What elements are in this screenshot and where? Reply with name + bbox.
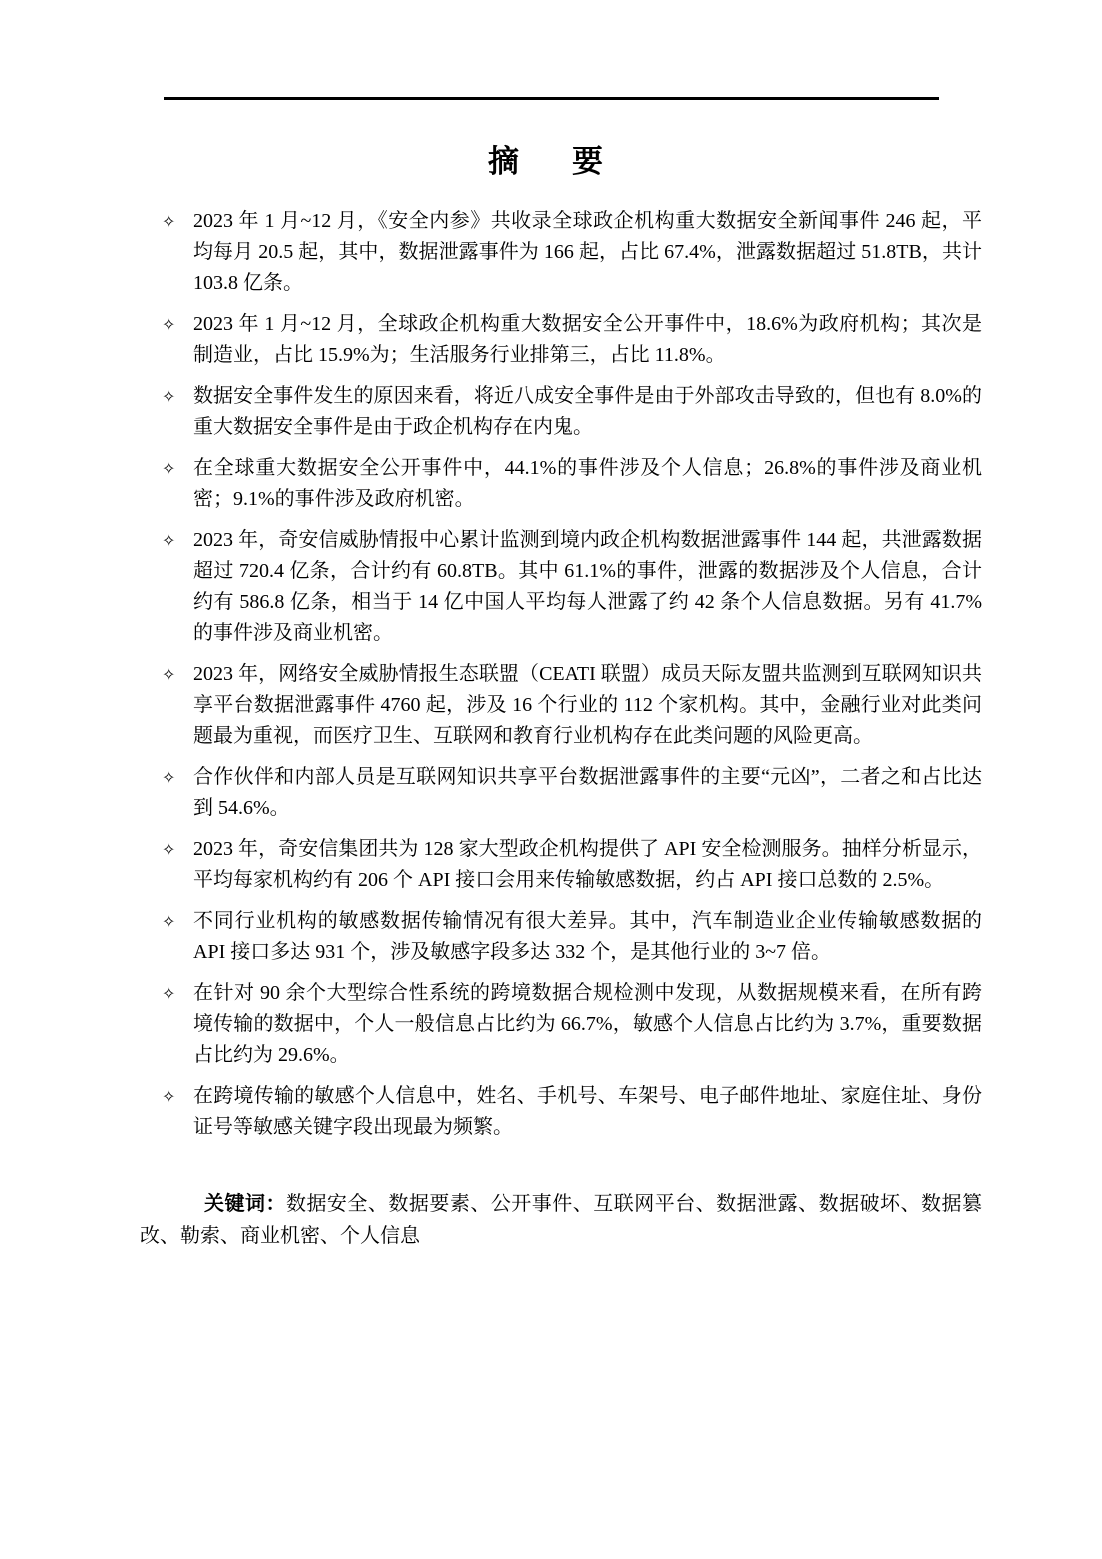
bullet-text: 在全球重大数据安全公开事件中，44.1%的事件涉及个人信息；26.8%的事件涉及商业机密；9.1%的事件涉及政府机密。: [193, 457, 982, 510]
bullet-item: [162, 453, 982, 515]
page-title: 摘 要: [488, 144, 614, 179]
bullet-text: 2023 年，网络安全威胁情报生态联盟（CEATI 联盟）成员天际友盟共监测到互联网知识共享平台数据泄露事件 4760 起，涉及 16 个行业的 112 个家机构。其中，金融行业对此类问题最为重视，而医疗卫生、互联网和教育行业机构存在此类问题的风险更高。: [193, 663, 982, 747]
bullet-text: 2023 年 1 月~12 月，全球政企机构重大数据安全公开事件中，18.6%为政府机构；其次是制造业，占比 15.9%为；生活服务行业排第三，占比 11.8%。: [193, 313, 982, 366]
keywords-paragraph: [140, 1188, 982, 1252]
bullet-list: [162, 206, 982, 1153]
bullet-item: [162, 1081, 982, 1143]
diamond-bullet-icon: ✧: [162, 840, 176, 859]
bullet-text: 合作伙伴和内部人员是互联网知识共享平台数据泄露事件的主要“元凶”，二者之和占比达到 54.6%。: [193, 766, 982, 819]
bullet-text: 在针对 90 余个大型综合性系统的跨境数据合规检测中发现，从数据规模来看，在所有跨境传输的数据中，个人一般信息占比约为 66.7%，敏感个人信息占比约为 3.7%，重要数据占比约为 29.6%。: [193, 982, 982, 1066]
bullet-item: [162, 309, 982, 371]
bullet-item: [162, 206, 982, 299]
bullet-text: 2023 年 1 月~12 月，《安全内参》共收录全球政企机构重大数据安全新闻事件 246 起，平均每月 20.5 起，其中，数据泄露事件为 166 起，占比 67.4%，泄露数据超过 51.8TB，共计 103.8 亿条。: [193, 210, 982, 294]
diamond-bullet-icon: ✧: [162, 459, 176, 478]
bullet-item: [162, 762, 982, 824]
keywords-text: 数据安全、数据要素、公开事件、互联网平台、数据泄露、数据破坏、数据篡改、勒索、商业机密、个人信息: [140, 1193, 983, 1247]
bullet-text: 2023 年，奇安信威胁情报中心累计监测到境内政企机构数据泄露事件 144 起，共泄露数据超过 720.4 亿条，合计约有 60.8TB。其中 61.1%的事件，泄露的数据涉及个人信息，合计约有 586.8 亿条，相当于 14 亿中国人平均每人泄露了约 42 条个人信息数据。另有 41.7%的事件涉及商业机密。: [193, 529, 982, 644]
bullet-item: [162, 978, 982, 1071]
diamond-bullet-icon: ✧: [162, 531, 176, 550]
diamond-bullet-icon: ✧: [162, 768, 176, 787]
bullet-text: 2023 年，奇安信集团共为 128 家大型政企机构提供了 API 安全检测服务。抽样分析显示，平均每家机构约有 206 个 API 接口会用来传输敏感数据，约占 API 接口总数的 2.5%。: [193, 838, 982, 891]
bullet-item: [162, 525, 982, 649]
bullet-text: 数据安全事件发生的原因来看，将近八成安全事件是由于外部攻击导致的，但也有 8.0%的重大数据安全事件是由于政企机构存在内鬼。: [193, 385, 982, 438]
bullet-item: [162, 381, 982, 443]
diamond-bullet-icon: ✧: [162, 912, 176, 931]
diamond-bullet-icon: ✧: [162, 212, 176, 231]
bullet-item: [162, 659, 982, 752]
bullet-text: 在跨境传输的敏感个人信息中，姓名、手机号、车架号、电子邮件地址、家庭住址、身份证号等敏感关键字段出现最为频繁。: [193, 1085, 982, 1138]
bullet-item: [162, 906, 982, 968]
diamond-bullet-icon: ✧: [162, 387, 176, 406]
header-rule: [164, 97, 939, 100]
bullet-item: [162, 834, 982, 896]
keywords-label: 关键词：: [204, 1193, 286, 1215]
diamond-bullet-icon: ✧: [162, 984, 176, 1003]
diamond-bullet-icon: ✧: [162, 315, 176, 334]
diamond-bullet-icon: ✧: [162, 665, 176, 684]
bullet-text: 不同行业机构的敏感数据传输情况有很大差异。其中，汽车制造业企业传输敏感数据的 API 接口多达 931 个，涉及敏感字段多达 332 个，是其他行业的 3~7 倍。: [193, 910, 982, 963]
diamond-bullet-icon: ✧: [162, 1087, 176, 1106]
